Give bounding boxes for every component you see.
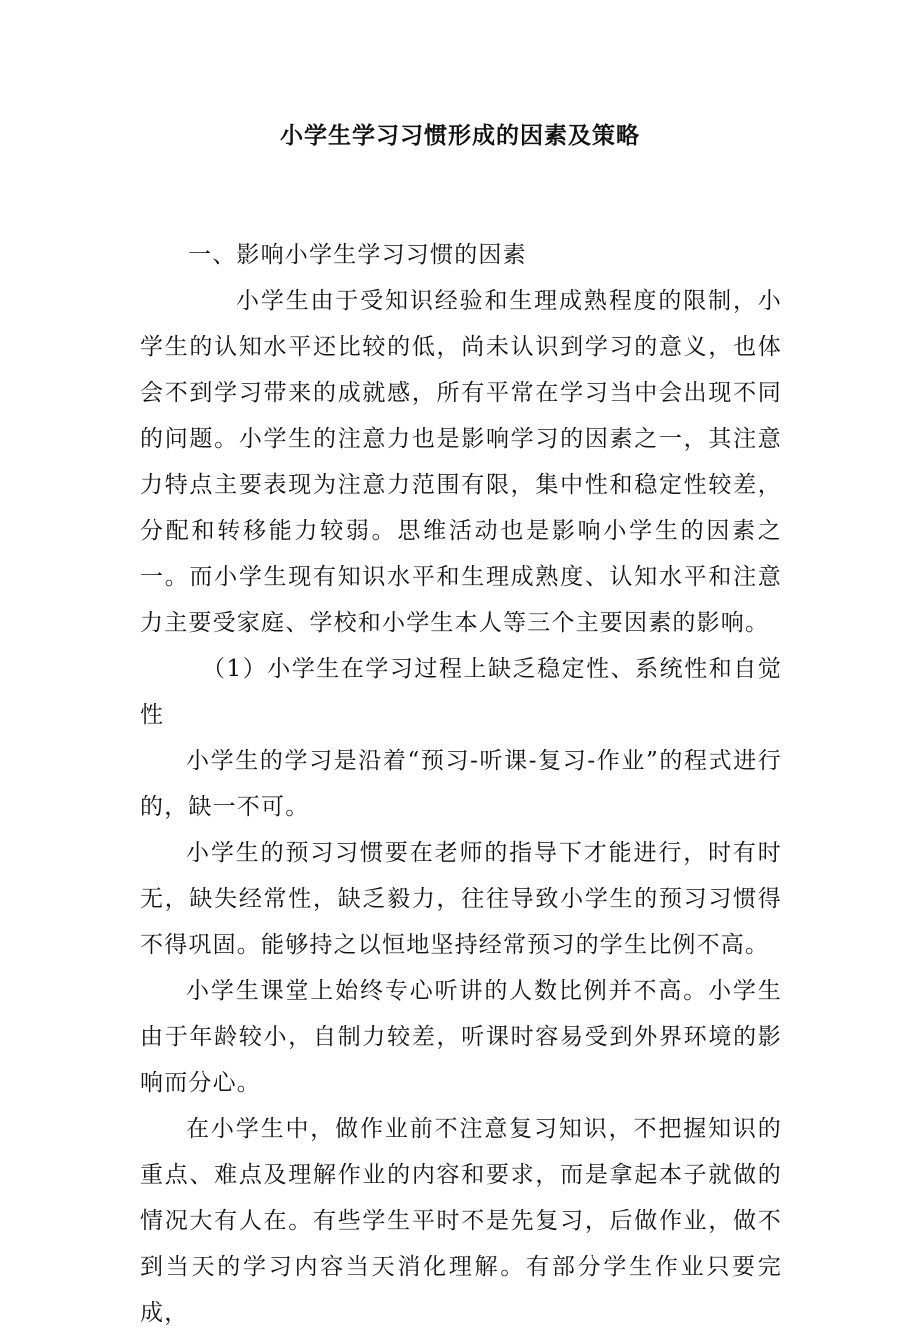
paragraph-homework: 在小学生中，做作业前不注意复习知识，不把握知识的重点、难点及理解作业的内容和要求，而是拿起本子就做的情况大有人在。有些学生平时不是先复习，后做作业，做不到当天的学习内容当天消化理解。有部分学生作业只要完成，	[140, 1116, 782, 1326]
paragraph-attention-class: 小学生课堂上始终专心听讲的人数比例并不高。小学生由于年龄较小，自制力较差，听课时容易受到外界环境的影响而分心。	[140, 978, 782, 1096]
section-heading: 一、影响小学生学习习惯的因素	[188, 242, 527, 268]
document-title: 小学生学习习惯形成的因素及策略	[280, 122, 640, 149]
paragraph-preview-habit: 小学生的预习习惯要在老师的指导下才能进行，时有时无，缺失经常性，缺乏毅力，往往导致小学生的预习习惯得不得巩固。能够持之以恒地坚持经常预习的学生比例不高。	[140, 840, 782, 958]
document-body	[140, 232, 782, 1336]
paragraph-study-process: 小学生的学习是沿着“预习-听课-复习-作业”的程式进行的，缺一不可。	[140, 748, 782, 820]
paragraph-factors: 小学生由于受知识经验和生理成熟程度的限制，小学生的认知水平还比较的低，尚未认识到学习的意义，也体会不到学习带来的成就感，所有平常在学习当中会出现不同的问题。小学生的注意力也是影响学习的因素之一，其注意力特点主要表现为注意力范围有限，集中性和稳定性较差，分配和转移能力较弱。思维活动也是影响小学生的因素之一。而小学生现有知识水平和生理成熟度、认知水平和注意力主要受家庭、学校和小学生本人等三个主要因素的影响。	[140, 288, 782, 636]
subheading-1: （1）小学生在学习过程上缺乏稳定性、系统性和自觉性	[140, 656, 782, 728]
